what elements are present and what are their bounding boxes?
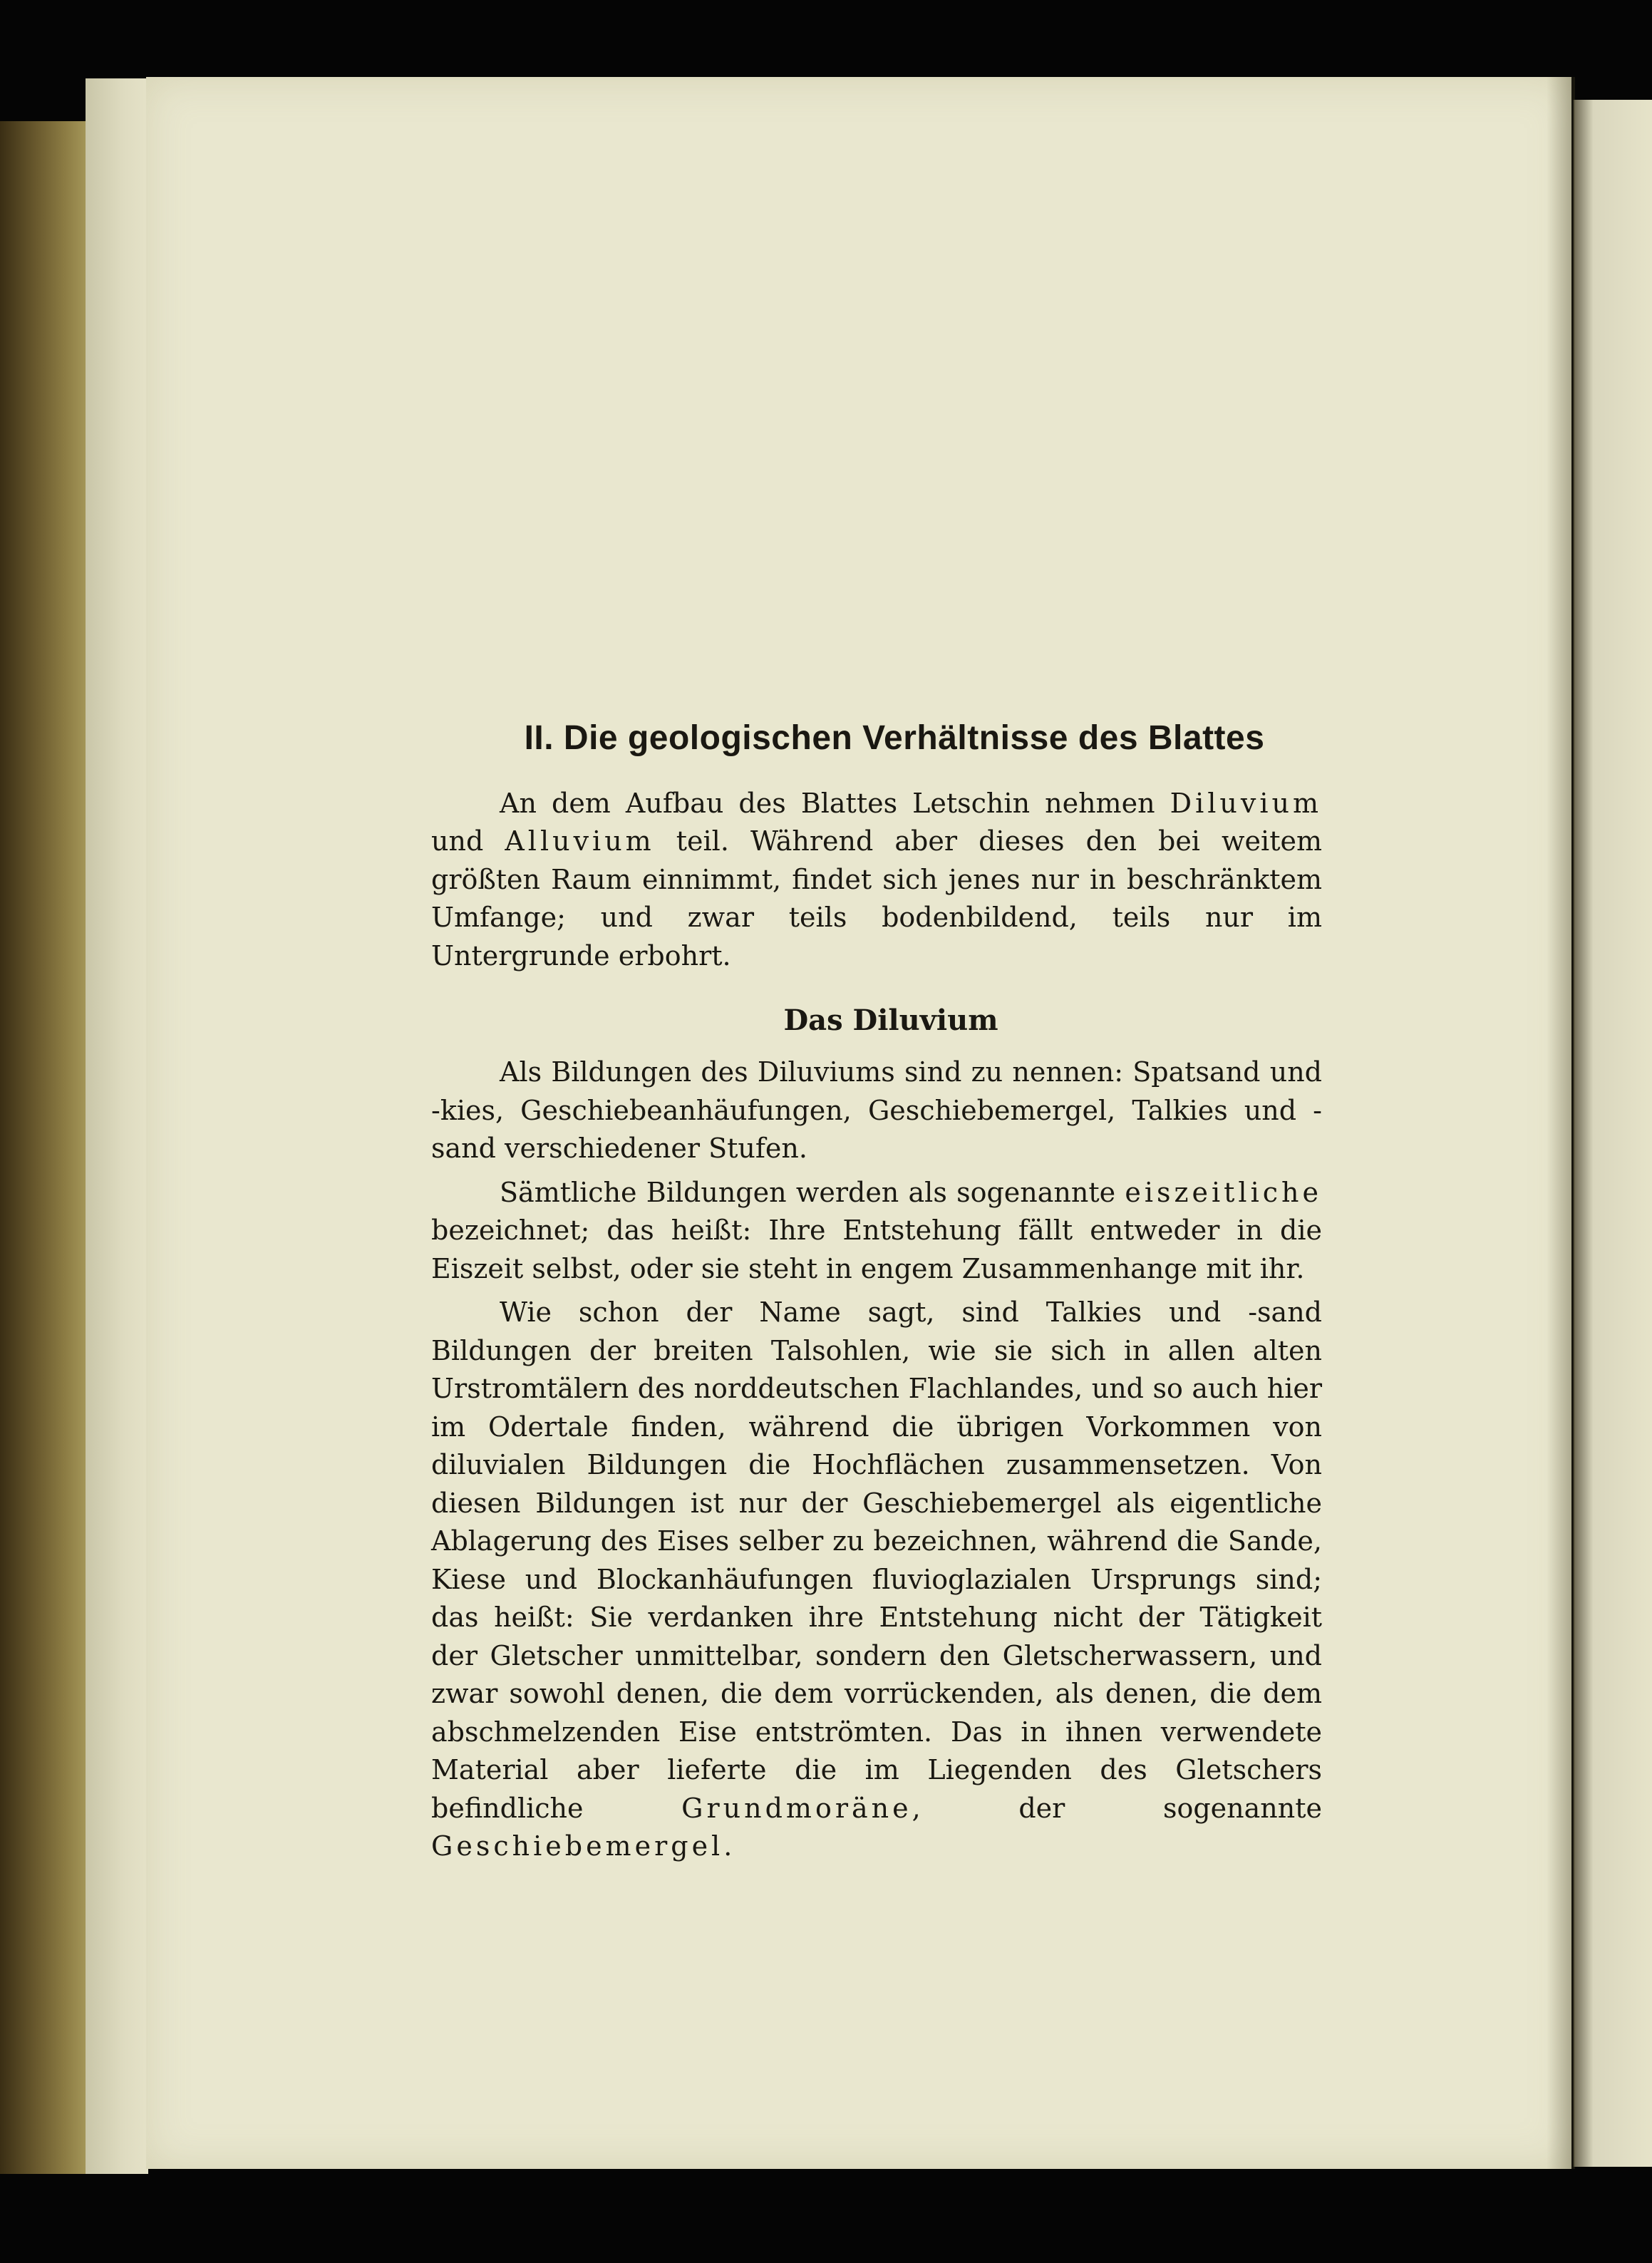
intro-text-2: und — [431, 825, 505, 857]
chapter-title: II. Die geologischen Verhältnisse des Blattes — [524, 719, 1265, 757]
paragraph-3-text-3: . — [723, 1830, 733, 1862]
intro-text-1: An dem Aufbau des Blattes Letschin nehmen — [500, 787, 1170, 819]
paragraph-3-text-2: , der sogenannte — [912, 1792, 1322, 1824]
paragraph-1: Als Bildungen des Diluviums sind zu nennen: Spatsand und -kies, Geschiebeanhäufungen, Geschiebemergel, Talkies und -sand verschiedener Stufen. — [431, 1056, 1322, 1165]
book-page-edge-inner — [86, 78, 148, 2174]
term-geschiebemergel: Geschiebemergel — [431, 1830, 724, 1862]
paragraph-3 — [431, 1294, 1322, 1866]
intro-text-3: teil. Während aber dieses den bei weitem größten Raum einnimmt, findet sich jenes nur in beschränktem Umfange; und zwar teils bodenbildend, teils nur im Untergrunde erbohrt. — [431, 825, 1322, 971]
gutter-shadow — [1547, 77, 1575, 2169]
intro-paragraph — [431, 785, 1322, 976]
paragraph-2-text-2: bezeichnet; das heißt: Ihre Entstehung fällt entweder in die Eiszeit selbst, oder sie steht in engem Zusammenhange mit ihr. — [431, 1215, 1322, 1284]
term-alluvium: Alluvium — [505, 825, 655, 857]
term-grundmoraene: Grundmoräne — [681, 1792, 912, 1824]
page-content — [431, 720, 1322, 1872]
paragraph-2-text-1: Sämtliche Bildungen werden als sogenannte — [500, 1176, 1125, 1208]
adjacent-page-edge — [1574, 100, 1652, 2167]
term-diluvium: Diluvium — [1170, 787, 1322, 819]
paragraph-3-text-1: Wie schon der Name sagt, sind Talkies und -sand Bildungen der breiten Talsohlen, wie sie sich in allen alten Urstromtälern des norddeutschen Flachlandes, und so auch hier im Odertale finden, während die übrigen Vorkommen von diluvialen Bildungen die Hochflächen zusammensetzen. Von diesen Bildungen ist nur der Geschiebemergel als eigentliche Ablagerung des Eises selber zu bezeichnen, während die Sande, Kiese und Blockanhäufungen fluvioglazialen Ursprungs sind; das heißt: Sie verdanken ihre Entstehung nicht der Tätigkeit der Gletscher unmittelbar, sondern den Gletscherwassern, und zwar sowohl denen, die dem vorrückenden, als denen, die dem abschmelzenden Eise entströmten. Das in ihnen verwendete Material aber lieferte die im Liegenden des Gletschers befindliche — [431, 1297, 1322, 1824]
section-title: Das Diluvium — [783, 1004, 998, 1038]
paragraph-2 — [431, 1174, 1322, 1289]
term-eiszeitliche: eiszeitliche — [1125, 1176, 1322, 1208]
